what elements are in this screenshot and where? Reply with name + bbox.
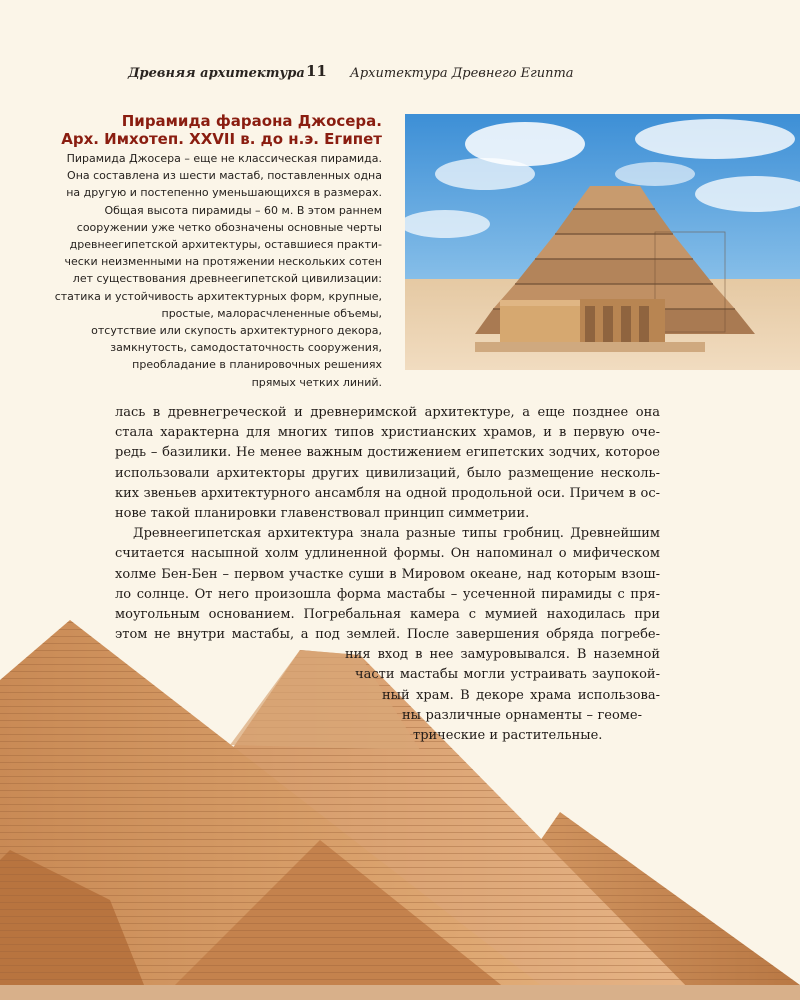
text-line: стала характерна для многих типов христианских храмов, и в первую оче- — [115, 425, 660, 441]
body-text — [115, 403, 660, 746]
text-line: этом не внутри мастабы, а под землей. После завершения обряда погребе- — [115, 627, 660, 643]
text-line: трические и растительные. — [413, 728, 603, 743]
djoser-pyramid-photo — [405, 114, 800, 370]
text-line: моугольным основанием. Погребальная камера с мумией находилась при — [115, 606, 660, 622]
text-line: лась в древнегреческой и древнеримской архитектуре, а еще позднее она — [115, 405, 660, 420]
text-line: считается насыпной холм удлиненной формы. Он напоминал о мифическом — [115, 546, 660, 562]
text-line: редь – базилики. Не менее важным достижением египетских зодчих, которое — [115, 445, 660, 461]
text-line: части мастабы могли устраивать заупокой- — [355, 667, 660, 683]
text-line: использовали архитекторы других цивилизаций, было размещение несколь- — [115, 465, 660, 481]
text-line: Древнеегипетская архитектура знала разные типы гробниц. Древнейшим — [133, 526, 660, 542]
section-title: Древняя архитектура — [128, 66, 305, 81]
caption-title-line: Пирамида фараона Джосера. — [121, 112, 382, 130]
text-line: ких звеньев архитектурного ансамбля на одной продольной оси. Причем в ос- — [115, 485, 660, 501]
text-line: ло солнце. От него произошла форма мастабы – усеченной пирамиды с пря- — [115, 586, 660, 602]
caption-description: Пирамида Джосера – еще не классическая пирамида. Она составлена из шести мастаб, поставленных одна на другую и постепенно уменьшающихся в размерах. Общая высота пирамиды – 60 м. В этом раннем сооружении уже четко обозначены основные черты древнеегипетской архитектуры, оставшиеся практи- чески неизменными на протяжении нескольких сотен лет существования древнеегипетской цивилизации: статика и устойчивость архитектурных форм, крупные, простые, малорасчлененные объемы, отсутствие или скупость архитектурного декора, замкнутость, самодостаточность сооружения, преобладание в планировочных решениях прямых четких линий. — [54, 152, 382, 389]
text-line: ны различные орнаменты – геоме- — [402, 707, 642, 723]
text-line: ния вход в нее замуровывался. В наземной — [345, 647, 660, 663]
text-line: нове такой планировки главенствовал принцип симметрии. — [115, 505, 530, 521]
chapter-title: Архитектура Древнего Египта — [350, 66, 574, 81]
caption-title — [40, 112, 382, 148]
page-number: 11 — [306, 62, 327, 80]
text-line: холме Бен-Бен – первом участке суши в Мировом океане, над которым взош- — [115, 566, 660, 582]
text-line: ный храм. В декоре храма использова- — [382, 687, 660, 703]
caption-title-line: Арх. Имхотеп. XXVII в. до н.э. Египет — [61, 130, 382, 148]
running-header — [0, 60, 800, 84]
photo-caption — [40, 112, 382, 391]
